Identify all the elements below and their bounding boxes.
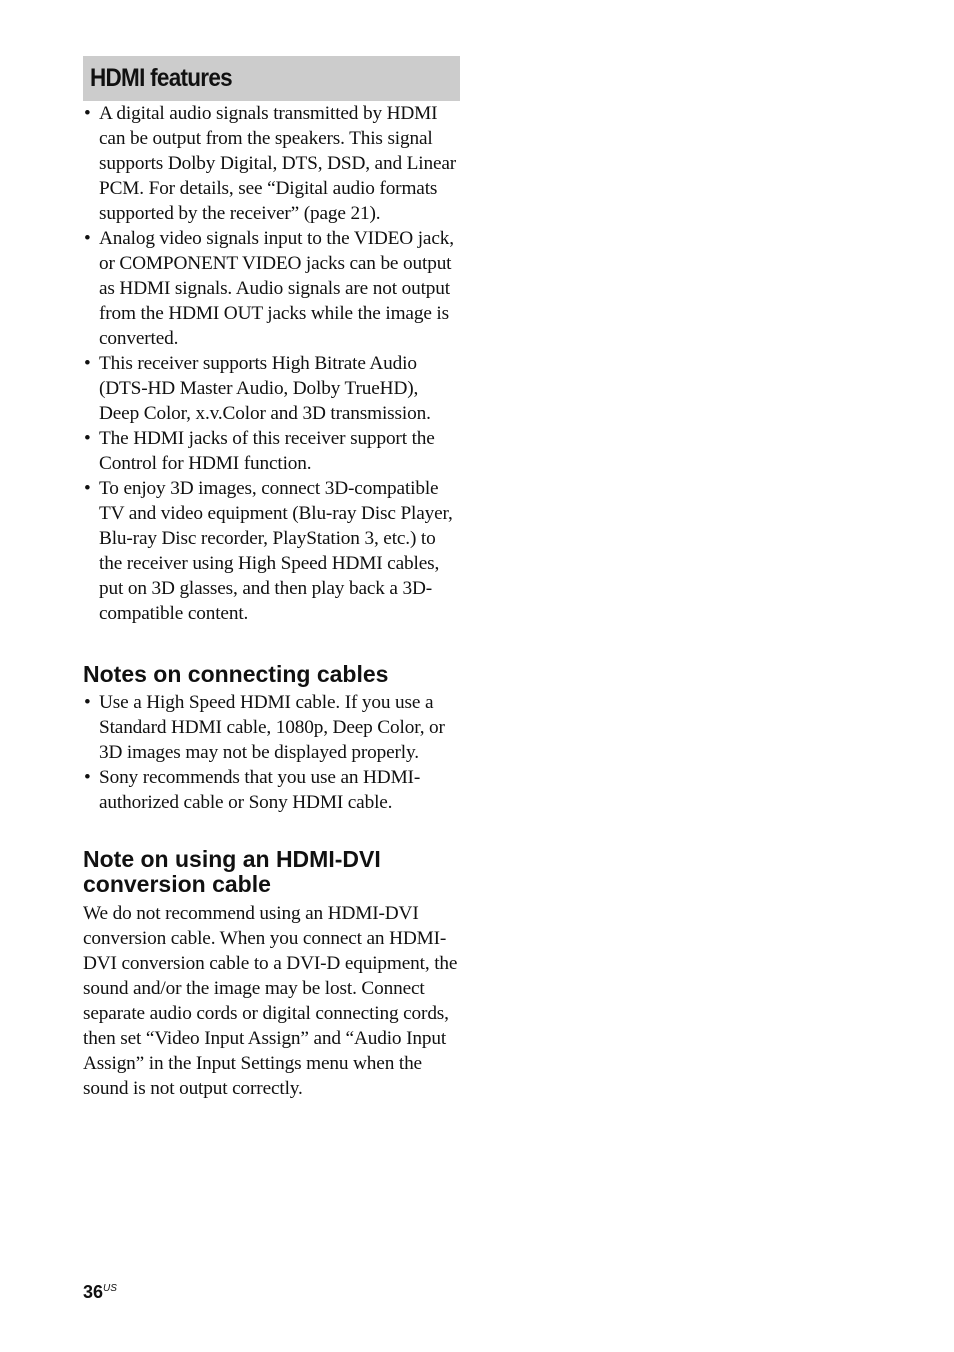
note-dvi-heading-line1: Note on using an HDMI-DVI [83, 846, 381, 872]
section-title: HDMI features [90, 64, 232, 92]
bullet-glyph: • [84, 478, 91, 499]
bullet-glyph: • [84, 428, 91, 449]
list-item-text: Analog video signals input to the VIDEO jack, or COMPONENT VIDEO jacks can be output as HDMI signals. Audio signals are not output from the HDMI OUT jacks while the image is converted. [99, 228, 454, 349]
page-number [83, 1282, 117, 1303]
list-item [83, 690, 460, 765]
bullet-glyph: • [84, 692, 91, 713]
list-item-text: To enjoy 3D images, connect 3D-compatible TV and video equipment (Blu-ray Disc Player, Blu-ray Disc recorder, PlayStation 3, etc.) to the receiver using High Speed HDMI cables, put on 3D glasses, and then play back a 3D-compatible content. [99, 478, 453, 624]
bullet-glyph: • [84, 767, 91, 788]
note-dvi-heading-line2: conversion cable [83, 871, 271, 897]
page-number-value: 36 [83, 1282, 104, 1302]
notes-cables-list [83, 690, 460, 815]
notes-cables-heading: Notes on connecting cables [83, 661, 389, 687]
note-dvi-body: We do not recommend using an HDMI-DVI conversion cable. When you connect an HDMI-DVI conversion cable to a DVI-D equipment, the sound and/or the image may be lost. Connect separate audio cords or digital connecting cords, then set “Video Input Assign” and “Audio Input Assign” in the Input Settings menu when the sound is not output correctly. [83, 903, 458, 1099]
section-banner [83, 56, 460, 101]
list-item-text: This receiver supports High Bitrate Audio (DTS-HD Master Audio, Dolby TrueHD), Deep Color, x.v.Color and 3D transmission. [99, 353, 431, 424]
list-item [83, 351, 460, 426]
bullet-glyph: • [84, 353, 91, 374]
page-number-suffix: US [103, 1283, 117, 1294]
list-item [83, 765, 460, 815]
bullet-glyph: • [84, 228, 91, 249]
list-item-text: The HDMI jacks of this receiver support the Control for HDMI function. [99, 428, 435, 474]
hdmi-features-list [83, 101, 460, 626]
list-item [83, 476, 460, 626]
list-item-text: Use a High Speed HDMI cable. If you use a Standard HDMI cable, 1080p, Deep Color, or 3D images may not be displayed properly. [99, 692, 445, 763]
list-item-text: Sony recommends that you use an HDMI-authorized cable or Sony HDMI cable. [99, 767, 421, 813]
bullet-glyph: • [84, 103, 91, 124]
main-column [83, 56, 460, 1101]
list-item [83, 226, 460, 351]
note-dvi-heading [83, 847, 460, 897]
list-item-text: A digital audio signals transmitted by HDMI can be output from the speakers. This signal supports Dolby Digital, DTS, DSD, and Linear PCM. For details, see “Digital audio formats supported by the receiver” (page 21). [99, 103, 457, 224]
list-item [83, 426, 460, 476]
list-item [83, 101, 460, 226]
